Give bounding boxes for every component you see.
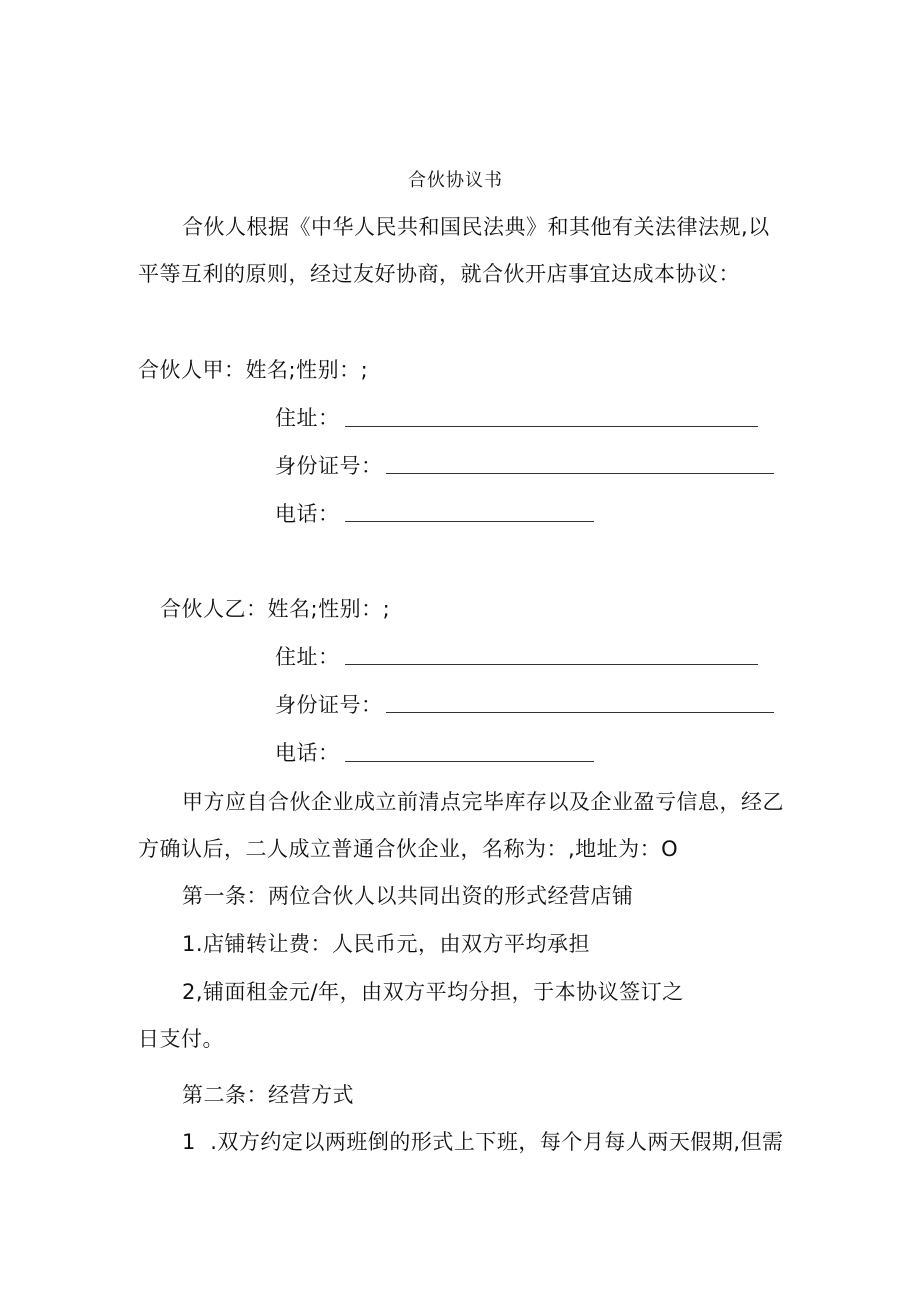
partner-a-phone-label: 电话：	[275, 502, 340, 526]
partner-b-heading: 合伙人乙：姓名;性别：;	[160, 597, 391, 621]
partner-a-address-label: 住址：	[275, 406, 340, 430]
article-1-heading: 第一条：两位合伙人以共同出资的形式经营店铺	[182, 884, 634, 908]
partner-a-phone-blank	[345, 521, 594, 522]
partner-a-id-blank	[386, 473, 774, 474]
article-1-item-1: 1.店铺转让费：人民币元，由双方平均承担	[182, 932, 591, 956]
partner-b-phone-blank	[345, 761, 594, 762]
partner-a-heading: 合伙人甲：姓名;性别：;	[138, 358, 369, 382]
intro-line-1: 合伙人根据《中华人民共和国民法典》和其他有关法律法规,以	[182, 215, 770, 239]
partner-b-id-blank	[386, 712, 774, 713]
partner-a-id-label: 身份证号：	[275, 454, 383, 478]
article-2-item-1: 1 .双方约定以两班倒的形式上下班，每个月每人两天假期,但需	[182, 1130, 784, 1154]
inventory-line-1: 甲方应自合伙企业成立前清点完毕库存以及企业盈亏信息，经乙	[182, 790, 784, 814]
partner-b-id-label: 身份证号：	[275, 693, 383, 717]
inventory-line-2: 方确认后，二人成立普通合伙企业，名称为：,地址为：O	[138, 837, 679, 861]
partner-a-address-blank	[345, 426, 758, 427]
partner-b-address-blank	[345, 664, 758, 665]
article-1-item-2: 2,铺面租金元/年，由双方平均分担，于本协议签订之	[182, 980, 684, 1004]
article-1-item-2-cont: 日支付。	[138, 1027, 224, 1051]
intro-line-2: 平等互利的原则，经过友好协商，就合伙开店事宜达成本协议：	[138, 262, 740, 286]
partner-b-address-label: 住址：	[275, 645, 340, 669]
partner-b-phone-label: 电话：	[275, 741, 340, 765]
article-2-heading: 第二条：经营方式	[182, 1083, 354, 1107]
document-title: 合伙协议书	[408, 170, 503, 191]
